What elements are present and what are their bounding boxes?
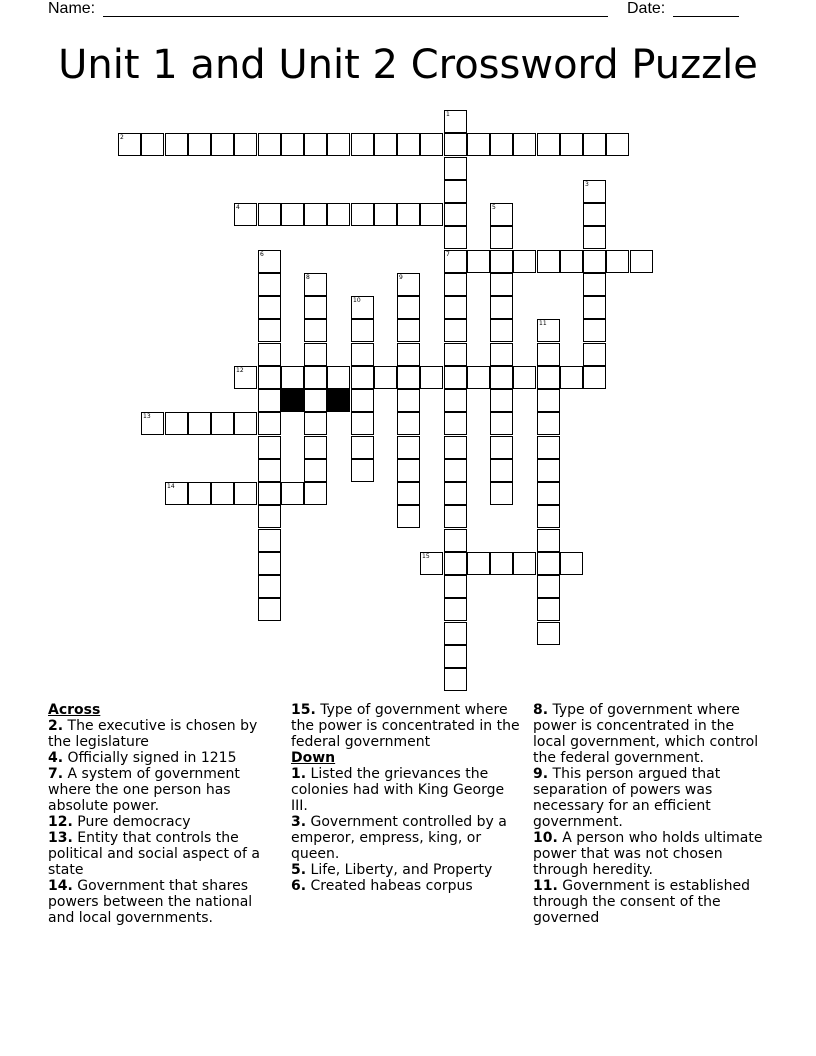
- clue-num: 5.: [291, 862, 307, 878]
- grid-cell[interactable]: [258, 203, 281, 226]
- grid-cell[interactable]: [444, 482, 467, 505]
- grid-cell[interactable]: [420, 133, 443, 156]
- clue-number: 6: [260, 251, 264, 258]
- grid-cell[interactable]: [397, 273, 420, 296]
- clue-number: 14: [167, 483, 175, 490]
- grid-cell[interactable]: [606, 133, 629, 156]
- grid-cell[interactable]: [304, 366, 327, 389]
- grid-cell[interactable]: [583, 203, 606, 226]
- clue-text: Type of government where power is concentrated in the local government, which control the federal government.: [533, 702, 759, 766]
- grid-cell[interactable]: [374, 203, 397, 226]
- grid-cell[interactable]: [537, 412, 560, 435]
- grid-cell[interactable]: [537, 389, 560, 412]
- grid-cell[interactable]: [444, 180, 467, 203]
- grid-cell[interactable]: [583, 319, 606, 342]
- grid-cell[interactable]: [537, 133, 560, 156]
- clue-text: Government controlled by a emperor, empress, king, or queen.: [291, 814, 507, 862]
- grid-cell[interactable]: [281, 482, 304, 505]
- grid-cell[interactable]: [188, 412, 211, 435]
- grid-cell[interactable]: [444, 296, 467, 319]
- grid-cell[interactable]: [444, 412, 467, 435]
- grid-cell[interactable]: [444, 436, 467, 459]
- clue-number: 15: [422, 553, 430, 560]
- grid-cell[interactable]: [351, 343, 374, 366]
- clues-column-1: [48, 702, 280, 926]
- grid-cell[interactable]: [467, 133, 490, 156]
- grid-cell[interactable]: [258, 343, 281, 366]
- grid-cell[interactable]: [513, 250, 536, 273]
- grid-cell[interactable]: [490, 203, 513, 226]
- clue-num: 10.: [533, 830, 558, 846]
- grid-cell[interactable]: [630, 250, 653, 273]
- grid-cell[interactable]: [490, 273, 513, 296]
- grid-cell[interactable]: [537, 366, 560, 389]
- grid-cell[interactable]: [467, 366, 490, 389]
- grid-cell[interactable]: [234, 412, 257, 435]
- grid-cell[interactable]: [444, 389, 467, 412]
- grid-cell[interactable]: [397, 459, 420, 482]
- clue-number: 13: [143, 413, 151, 420]
- grid-cell[interactable]: [537, 343, 560, 366]
- down-clue: [533, 878, 765, 926]
- grid-cell[interactable]: [467, 250, 490, 273]
- grid-cell[interactable]: [258, 529, 281, 552]
- grid-cell[interactable]: [444, 505, 467, 528]
- grid-cell[interactable]: [118, 133, 141, 156]
- grid-cell[interactable]: [397, 343, 420, 366]
- clue-num: 8.: [533, 702, 549, 718]
- grid-cell[interactable]: [513, 366, 536, 389]
- grid-cell[interactable]: [234, 203, 257, 226]
- grid-cell[interactable]: [234, 133, 257, 156]
- grid-cell[interactable]: [304, 203, 327, 226]
- grid-cell[interactable]: [537, 622, 560, 645]
- grid-cell[interactable]: [444, 319, 467, 342]
- grid-cell[interactable]: [304, 133, 327, 156]
- grid-cell[interactable]: [583, 273, 606, 296]
- grid-cell[interactable]: [397, 412, 420, 435]
- grid-cell[interactable]: [537, 482, 560, 505]
- grid-cell[interactable]: [444, 622, 467, 645]
- grid-cell[interactable]: [258, 133, 281, 156]
- clue-number: 9: [399, 274, 403, 281]
- grid-cell[interactable]: [490, 552, 513, 575]
- grid-cell[interactable]: [351, 133, 374, 156]
- grid-cell[interactable]: [513, 552, 536, 575]
- grid-cell[interactable]: [258, 296, 281, 319]
- grid-cell[interactable]: [374, 366, 397, 389]
- grid-cell[interactable]: [211, 412, 234, 435]
- grid-cell[interactable]: [304, 343, 327, 366]
- grid-cell[interactable]: [351, 296, 374, 319]
- grid-cell[interactable]: [397, 505, 420, 528]
- clue-number: 12: [236, 367, 244, 374]
- clue-text: Officially signed in 1215: [63, 750, 237, 766]
- clue-number: 11: [539, 320, 547, 327]
- grid-cell[interactable]: [327, 366, 350, 389]
- clue-text: Government is established through the consent of the governed: [533, 878, 750, 926]
- clue-text: Entity that controls the political and social aspect of a state: [48, 830, 260, 878]
- clue-num: 15.: [291, 702, 316, 718]
- grid-cell[interactable]: [351, 412, 374, 435]
- grid-cell[interactable]: [165, 412, 188, 435]
- across-clue: [48, 750, 280, 766]
- across-clue: [48, 878, 280, 926]
- clue-text: Type of government where the power is concentrated in the federal government: [291, 702, 520, 750]
- grid-cell[interactable]: [258, 575, 281, 598]
- grid-cell[interactable]: [351, 389, 374, 412]
- grid-cell[interactable]: [304, 319, 327, 342]
- grid-cell[interactable]: [327, 203, 350, 226]
- clue-text: A system of government where the one person has absolute power.: [48, 766, 240, 814]
- across-clue: [48, 766, 280, 814]
- grid-cell[interactable]: [165, 482, 188, 505]
- grid-cell[interactable]: [444, 133, 467, 156]
- clue-text: This person argued that separation of powers was necessary for an efficient government.: [533, 766, 721, 830]
- clue-num: 13.: [48, 830, 73, 846]
- grid-cell[interactable]: [444, 366, 467, 389]
- across-clue: [291, 702, 523, 750]
- grid-cell[interactable]: [188, 482, 211, 505]
- clue-num: 1.: [291, 766, 307, 782]
- grid-cell[interactable]: [537, 250, 560, 273]
- clue-text: Created habeas corpus: [306, 878, 473, 894]
- clue-text: Life, Liberty, and Property: [306, 862, 493, 878]
- grid-cell[interactable]: [444, 459, 467, 482]
- grid-cell[interactable]: [304, 482, 327, 505]
- grid-cell[interactable]: [583, 343, 606, 366]
- grid-cell[interactable]: [490, 226, 513, 249]
- grid-cell[interactable]: [560, 366, 583, 389]
- grid-cell[interactable]: [281, 366, 304, 389]
- grid-cell[interactable]: [444, 529, 467, 552]
- grid-cell[interactable]: [304, 436, 327, 459]
- clue-text: Government that shares powers between the national and local governments.: [48, 878, 253, 926]
- clue-number: 2: [120, 134, 124, 141]
- down-clue: [533, 830, 765, 878]
- grid-cell[interactable]: [141, 412, 164, 435]
- grid-cell[interactable]: [444, 343, 467, 366]
- grid-cell[interactable]: [537, 505, 560, 528]
- down-clue: [291, 878, 523, 894]
- clue-number: 7: [446, 251, 450, 258]
- grid-cell[interactable]: [490, 389, 513, 412]
- grid-cell[interactable]: [444, 552, 467, 575]
- grid-cell[interactable]: [560, 133, 583, 156]
- grid-cell[interactable]: [537, 552, 560, 575]
- grid-cell[interactable]: [397, 296, 420, 319]
- down-heading: Down: [291, 750, 336, 766]
- grid-cell[interactable]: [397, 389, 420, 412]
- grid-cell[interactable]: [490, 296, 513, 319]
- grid-cell[interactable]: [397, 436, 420, 459]
- page-title: Unit 1 and Unit 2 Crossword Puzzle: [58, 42, 758, 88]
- grid-cell[interactable]: [490, 133, 513, 156]
- grid-cell[interactable]: [211, 133, 234, 156]
- grid-cell[interactable]: [467, 552, 490, 575]
- grid-cell[interactable]: [583, 250, 606, 273]
- grid-cell[interactable]: [444, 203, 467, 226]
- grid-cell[interactable]: [444, 226, 467, 249]
- across-heading: Across: [48, 702, 101, 718]
- grid-cell[interactable]: [537, 436, 560, 459]
- grid-cell[interactable]: [351, 203, 374, 226]
- clues-column-3: [533, 702, 765, 926]
- grid-cell[interactable]: [560, 250, 583, 273]
- grid-cell[interactable]: [420, 366, 443, 389]
- grid-cell[interactable]: [583, 180, 606, 203]
- across-clue: [48, 718, 280, 750]
- down-clue: [533, 766, 765, 830]
- grid-cell[interactable]: [583, 366, 606, 389]
- clue-number: 4: [236, 204, 240, 211]
- grid-cell[interactable]: [397, 133, 420, 156]
- clue-text: The executive is chosen by the legislature: [48, 718, 258, 750]
- grid-cell[interactable]: [304, 459, 327, 482]
- grid-cell[interactable]: [537, 319, 560, 342]
- grid-cell[interactable]: [420, 552, 443, 575]
- grid-cell[interactable]: [258, 273, 281, 296]
- clue-number: 1: [446, 111, 450, 118]
- clue-text: Listed the grievances the colonies had with King George III.: [291, 766, 505, 814]
- grid-cell[interactable]: [374, 133, 397, 156]
- black-cell: [281, 389, 304, 412]
- grid-cell[interactable]: [304, 273, 327, 296]
- grid-cell[interactable]: [234, 482, 257, 505]
- grid-cell[interactable]: [537, 598, 560, 621]
- down-clue: [291, 814, 523, 862]
- clue-text: Pure democracy: [72, 814, 191, 830]
- grid-cell[interactable]: [444, 250, 467, 273]
- name-label: Name:: [48, 0, 96, 17]
- grid-cell[interactable]: [444, 668, 467, 691]
- grid-cell[interactable]: [560, 552, 583, 575]
- clue-num: 9.: [533, 766, 549, 782]
- grid-cell[interactable]: [258, 505, 281, 528]
- down-clue: [291, 862, 523, 878]
- grid-cell[interactable]: [490, 459, 513, 482]
- grid-cell[interactable]: [258, 250, 281, 273]
- grid-cell[interactable]: [490, 343, 513, 366]
- grid-cell[interactable]: [258, 482, 281, 505]
- grid-cell[interactable]: [490, 412, 513, 435]
- grid-cell[interactable]: [258, 319, 281, 342]
- grid-cell[interactable]: [258, 412, 281, 435]
- grid-cell[interactable]: [281, 133, 304, 156]
- clue-num: 14.: [48, 878, 73, 894]
- grid-cell[interactable]: [490, 319, 513, 342]
- grid-cell[interactable]: [444, 575, 467, 598]
- grid-cell[interactable]: [234, 366, 257, 389]
- clue-num: 3.: [291, 814, 307, 830]
- grid-cell[interactable]: [537, 575, 560, 598]
- black-cell: [327, 389, 350, 412]
- grid-cell[interactable]: [490, 250, 513, 273]
- across-clue: [48, 830, 280, 878]
- grid-cell[interactable]: [258, 389, 281, 412]
- grid-cell[interactable]: [351, 319, 374, 342]
- grid-cell[interactable]: [258, 366, 281, 389]
- grid-cell[interactable]: [304, 296, 327, 319]
- grid-cell[interactable]: [304, 389, 327, 412]
- clue-num: 4.: [48, 750, 64, 766]
- grid-cell[interactable]: [444, 598, 467, 621]
- grid-cell[interactable]: [351, 436, 374, 459]
- grid-cell[interactable]: [281, 203, 304, 226]
- grid-cell[interactable]: [583, 133, 606, 156]
- clue-num: 11.: [533, 878, 558, 894]
- grid-cell[interactable]: [351, 459, 374, 482]
- grid-cell[interactable]: [444, 157, 467, 180]
- down-clue: [291, 766, 523, 814]
- down-clue: [533, 702, 765, 766]
- grid-cell[interactable]: [165, 133, 188, 156]
- clue-num: 2.: [48, 718, 64, 734]
- across-clue: [48, 814, 280, 830]
- grid-cell[interactable]: [444, 645, 467, 668]
- grid-cell[interactable]: [537, 529, 560, 552]
- grid-cell[interactable]: [258, 552, 281, 575]
- grid-cell[interactable]: [606, 250, 629, 273]
- grid-cell[interactable]: [583, 296, 606, 319]
- grid-cell[interactable]: [141, 133, 164, 156]
- clue-number: 8: [306, 274, 310, 281]
- grid-cell[interactable]: [490, 482, 513, 505]
- clue-number: 5: [492, 204, 496, 211]
- grid-cell[interactable]: [583, 226, 606, 249]
- grid-cell[interactable]: [188, 133, 211, 156]
- grid-cell[interactable]: [327, 133, 350, 156]
- grid-cell[interactable]: [537, 459, 560, 482]
- clues-column-2: [291, 702, 523, 894]
- grid-cell[interactable]: [304, 412, 327, 435]
- grid-cell[interactable]: [397, 366, 420, 389]
- grid-cell[interactable]: [258, 436, 281, 459]
- grid-cell[interactable]: [211, 482, 234, 505]
- grid-cell[interactable]: [490, 436, 513, 459]
- grid-cell[interactable]: [420, 203, 443, 226]
- clue-num: 7.: [48, 766, 64, 782]
- grid-cell[interactable]: [351, 366, 374, 389]
- clue-num: 12.: [48, 814, 73, 830]
- date-label: Date:: [627, 0, 666, 17]
- grid-cell[interactable]: [490, 366, 513, 389]
- grid-cell[interactable]: [513, 133, 536, 156]
- clue-number: 10: [353, 297, 361, 304]
- grid-cell[interactable]: [258, 598, 281, 621]
- clue-number: 3: [585, 181, 589, 188]
- grid-cell[interactable]: [397, 482, 420, 505]
- grid-cell[interactable]: [397, 203, 420, 226]
- grid-cell[interactable]: [258, 459, 281, 482]
- clue-text: A person who holds ultimate power that was not chosen through heredity.: [533, 830, 763, 878]
- grid-cell[interactable]: [444, 273, 467, 296]
- grid-cell[interactable]: [397, 319, 420, 342]
- grid-cell[interactable]: [444, 110, 467, 133]
- clue-num: 6.: [291, 878, 307, 894]
